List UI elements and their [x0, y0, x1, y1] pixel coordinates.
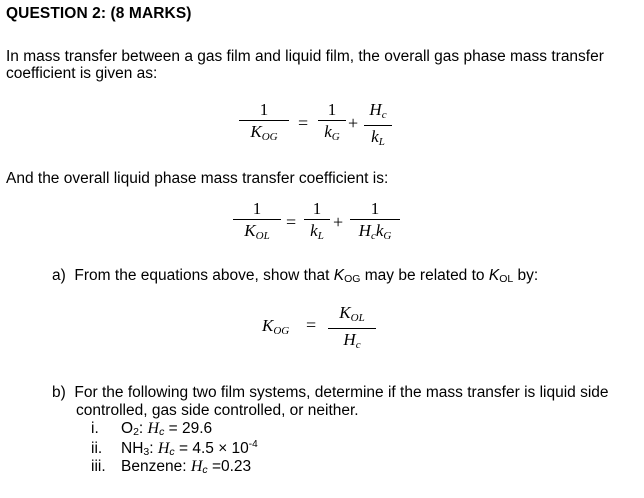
- list-item: i. O2: Hc = 29.6: [91, 420, 213, 438]
- liquid-intro-text: And the overall liquid phase mass transfer coefficient is:: [6, 170, 389, 187]
- list-item: ii. NH3: $Hc = 4.5 \times 10^{-4}$: [91, 439, 258, 458]
- part-b-line1: For the following two film systems, determine if the mass transfer is liquid side: [74, 384, 609, 401]
- eq3-fraction: $K_{OL}$ $H_c$: [328, 303, 376, 356]
- question-heading: QUESTION 2: (8 MARKS): [6, 5, 192, 22]
- part-b: [52, 384, 609, 401]
- part-b-label: b): [52, 384, 66, 401]
- eq1-term1: 1 $k_G$: [318, 100, 346, 148]
- eq2-term1: 1 $k_L$: [304, 199, 330, 247]
- eq2-plus: +: [333, 212, 344, 232]
- list-item: iii. Benzene: Hc =0.23: [91, 458, 252, 476]
- part-a-label: a): [52, 267, 66, 284]
- eq2-term2: 1 $H_ck_G$: [350, 199, 400, 247]
- eq2-equals: =: [286, 212, 297, 232]
- part-a: [52, 267, 538, 285]
- eq3-equals: =: [306, 315, 317, 335]
- eq2-lhs-fraction: 1 $K_{OL}$: [233, 199, 281, 247]
- part-b-line2: controlled, gas side controlled, or neither.: [76, 402, 359, 419]
- intro-paragraph: In mass transfer between a gas film and liquid film, the overall gas phase mass transfer coefficient is given as:: [6, 48, 604, 82]
- eq1-equals: =: [298, 113, 309, 133]
- eq3-lhs: $K_{OG}$: [262, 316, 290, 337]
- eq1-lhs-fraction: 1 $K_{OG}$: [239, 100, 289, 148]
- eq1-plus: +: [348, 113, 359, 133]
- eq1-term2: $H_c$ $k_L$: [364, 100, 392, 153]
- part-a-text: From the equations above, show that KOG may be related to KOL by:: [74, 267, 539, 285]
